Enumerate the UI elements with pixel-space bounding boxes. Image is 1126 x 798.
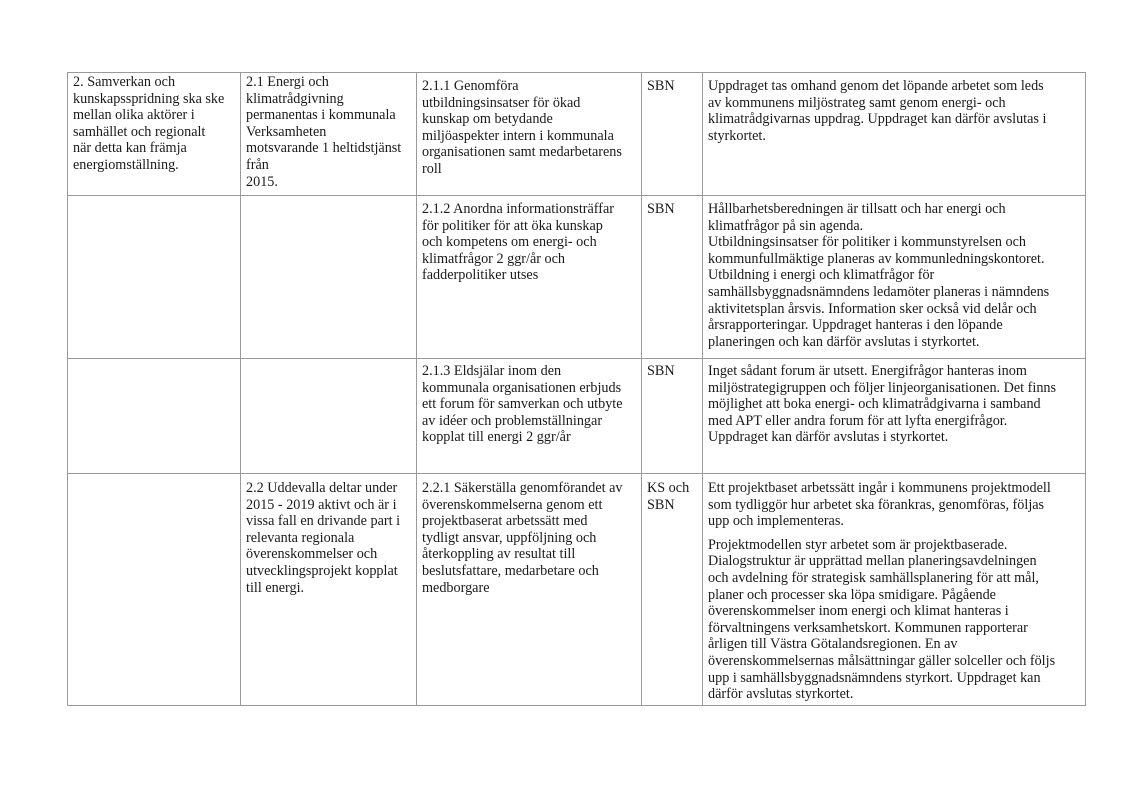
- measure-cell: [241, 359, 417, 474]
- status-paragraph: Projektmodellen styr arbetet som är projektbaserade. Dialogstruktur är upprättad mellan planeringsavdelningen och avdelning för strategisk samhällsplanering för att mål, planer och processer ska löpa smidigare. Pågående överenskommelser inom energi och klimat hanteras i förvaltningens verksamhetskort. Kommunen rapporterar årligen till Västra Götalandsregionen. En av överenskommelsernas målsättningar gäller solceller och följs upp i samhällsbyggnadsnämndens styrkort. Uppdraget kan därför avslutas styrkortet.: [708, 536, 1056, 703]
- table-row: [68, 359, 1086, 474]
- goal-cell: [68, 474, 241, 706]
- responsible-cell: SBN: [642, 196, 703, 359]
- indicator-cell: 2.1.2 Anordna informationsträffar för politiker för att öka kunskap och kompetens om energi- och klimatfrågor 2 ggr/år och fadderpolitiker utses: [417, 196, 642, 359]
- status-paragraph: Inget sådant forum är utsett. Energifrågor hanteras inom miljöstrategigruppen och följer linjeorganisationen. Det finns möjlighet att boka energi- och klimatrådgivarna i samband med APT eller andra forum för att lyfta energifrågor. Uppdraget kan därför avslutas i styrkortet.: [708, 363, 1057, 446]
- action-plan-table: [67, 72, 1086, 706]
- table-row: [68, 474, 1086, 706]
- measure-cell: [241, 196, 417, 359]
- responsible-cell: KS och SBN: [642, 474, 703, 706]
- status-paragraph: Ett projektbaset arbetssätt ingår i kommunens projektmodell som tydliggör hur arbetet ska förankras, genomföras, följas upp och implementeras.: [708, 480, 1051, 530]
- status-cell: [703, 196, 1086, 359]
- status-paragraph: Uppdraget tas omhand genom det löpande arbetet som leds av kommunens miljöstrateg samt genom energi- och klimatrådgivarnas uppdrag. Uppdraget kan därför avslutas i styrkortet.: [708, 78, 1047, 144]
- indicator-cell: 2.2.1 Säkerställa genomförandet av överenskommelserna genom ett projektbaserat arbetssätt med tydligt ansvar, uppföljning och återkoppling av resultat till beslutsfattare, medarbetare och medborgare: [417, 474, 642, 706]
- indicator-cell: 2.1.3 Eldsjälar inom den kommunala organisationen erbjuds ett forum för samverkan och utbyte av idéer och problemställningar kopplat till energi 2 ggr/år: [417, 359, 642, 474]
- goal-cell: [68, 196, 241, 359]
- status-cell: [703, 73, 1086, 196]
- responsible-cell: SBN: [642, 73, 703, 196]
- status-cell: [703, 359, 1086, 474]
- indicator-cell: 2.1.1 Genomföra utbildningsinsatser för ökad kunskap om betydande miljöaspekter intern i kommunala organisationen samt medarbetarens roll: [417, 73, 642, 196]
- measure-cell: 2.1 Energi och klimatrådgivning permanentas i kommunala Verksamheten motsvarande 1 heltidstjänst från 2015.: [241, 73, 417, 196]
- goal-cell: 2. Samverkan och kunskapsspridning ska ske mellan olika aktörer i samhället och regionalt när detta kan främja energiomställning.: [68, 73, 241, 196]
- table-row: [68, 73, 1086, 196]
- goal-cell: [68, 359, 241, 474]
- responsible-cell: SBN: [642, 359, 703, 474]
- status-paragraph: Hållbarhetsberedningen är tillsatt och har energi och klimatfrågor på sin agenda. Utbildningsinsatser för politiker i kommunstyrelsen och kommunfullmäktige planeras av kommunledningskontoret. Utbildning i energi och klimatfrågor för samhällsbyggnadsnämndens ledamöter planeras i nämndens aktivitetsplan årsvis. Information sker också vid delår och årsrapporteringar. Uppdraget hanteras i den löpande planeringen och kan därför avslutas i styrkortet.: [708, 201, 1050, 350]
- status-cell: [703, 474, 1086, 706]
- measure-cell: 2.2 Uddevalla deltar under 2015 - 2019 aktivt och är i vissa fall en drivande part i relevanta regionala överenskommelser och utvecklingsprojekt kopplat till energi.: [241, 474, 417, 706]
- table-row: [68, 196, 1086, 359]
